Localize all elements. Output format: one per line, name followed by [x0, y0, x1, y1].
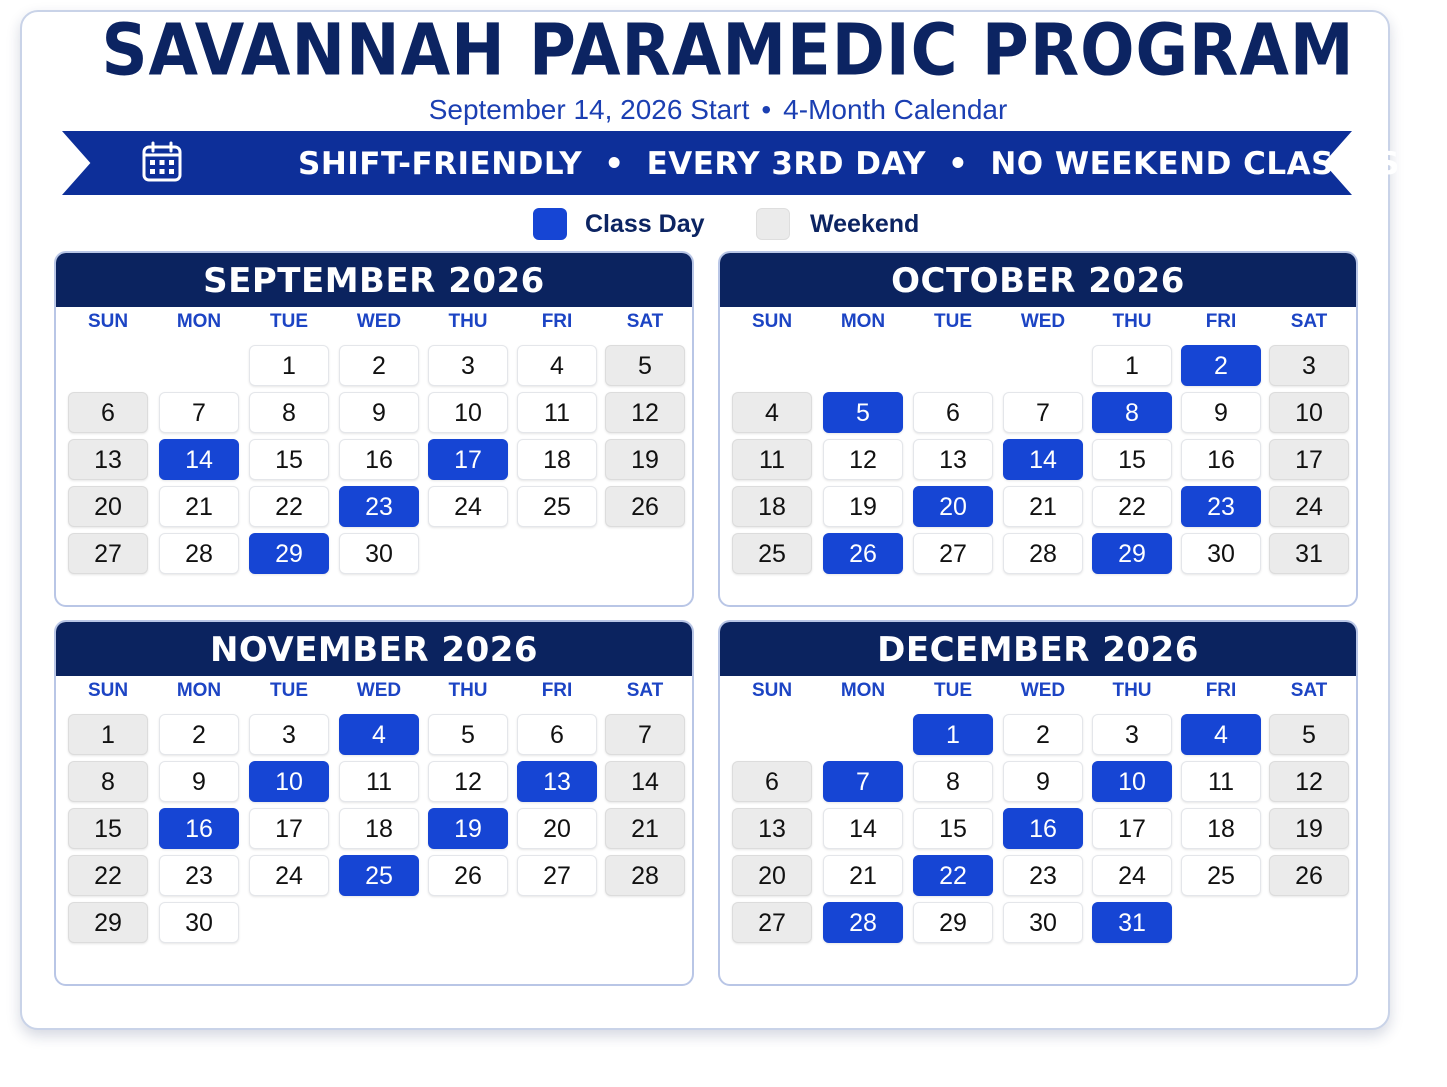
class-day-cell: 26	[823, 533, 903, 574]
day-cell: 15	[1092, 439, 1172, 480]
weekday-label-wed: WED	[356, 311, 402, 332]
weekday-label-tue: TUE	[934, 680, 972, 701]
day-cell: 23	[159, 855, 239, 896]
day-cell: 3	[1269, 345, 1349, 386]
day-cell: 6	[517, 714, 597, 755]
ribbon-separator: •	[604, 146, 625, 182]
class-day-cell: 10	[249, 761, 329, 802]
legend-swatch-class-day	[533, 208, 567, 240]
day-cell: 9	[339, 392, 419, 433]
day-cell: 8	[249, 392, 329, 433]
calendar-icon	[140, 140, 184, 184]
ribbon-separator: •	[948, 146, 969, 182]
day-cell: 12	[823, 439, 903, 480]
legend-label-class-day: Class Day	[585, 209, 705, 238]
day-cell: 6	[68, 392, 148, 433]
legend-label-weekend: Weekend	[810, 209, 920, 238]
weekday-label-mon: MON	[176, 311, 222, 332]
day-cell: 28	[159, 533, 239, 574]
subtitle-span: 4-Month Calendar	[783, 94, 1008, 125]
day-cell: 28	[605, 855, 685, 896]
class-day-cell: 13	[517, 761, 597, 802]
weekday-label-wed: WED	[356, 680, 402, 701]
day-cell: 20	[732, 855, 812, 896]
ribbon-text	[298, 146, 1400, 182]
day-cell: 9	[159, 761, 239, 802]
day-cell: 25	[732, 533, 812, 574]
day-cell: 13	[732, 808, 812, 849]
month-october	[718, 251, 1358, 607]
weekday-label-sun: SUN	[751, 311, 793, 332]
subtitle-separator: •	[761, 94, 772, 125]
day-cell: 8	[68, 761, 148, 802]
day-cell: 17	[249, 808, 329, 849]
weekday-label-sat: SAT	[626, 680, 664, 701]
day-cell: 5	[428, 714, 508, 755]
day-cell: 4	[517, 345, 597, 386]
ribbon-item-no-weekend: NO WEEKEND CLASSES	[990, 146, 1400, 182]
day-cell: 2	[1003, 714, 1083, 755]
day-cell: 19	[605, 439, 685, 480]
class-day-cell: 8	[1092, 392, 1172, 433]
day-cell: 12	[1269, 761, 1349, 802]
day-cell: 24	[1092, 855, 1172, 896]
month-title: NOVEMBER 2026	[56, 622, 692, 676]
day-cell: 17	[1269, 439, 1349, 480]
legend-swatch-weekend	[756, 208, 790, 240]
month-september	[54, 251, 694, 607]
class-day-cell: 2	[1181, 345, 1261, 386]
day-cell: 13	[68, 439, 148, 480]
day-cell: 21	[1003, 486, 1083, 527]
class-day-cell: 1	[913, 714, 993, 755]
day-cell: 11	[1181, 761, 1261, 802]
day-cell: 10	[428, 392, 508, 433]
class-day-cell: 4	[339, 714, 419, 755]
weekday-label-sat: SAT	[1290, 311, 1328, 332]
day-cell: 14	[605, 761, 685, 802]
day-cell: 15	[68, 808, 148, 849]
day-cell: 7	[159, 392, 239, 433]
subtitle-start: September 14, 2026 Start	[428, 94, 750, 125]
class-day-cell: 17	[428, 439, 508, 480]
day-cell: 11	[732, 439, 812, 480]
day-cell: 19	[1269, 808, 1349, 849]
weekday-label-fri: FRI	[1205, 680, 1237, 701]
weekday-label-sat: SAT	[1290, 680, 1328, 701]
class-day-cell: 7	[823, 761, 903, 802]
legend-weekend	[756, 207, 919, 241]
weekday-label-wed: WED	[1020, 311, 1066, 332]
weekday-label-mon: MON	[840, 311, 886, 332]
day-cell: 9	[1181, 392, 1261, 433]
class-day-cell: 23	[339, 486, 419, 527]
day-cell: 30	[1003, 902, 1083, 943]
weekday-label-wed: WED	[1020, 680, 1066, 701]
weekday-label-mon: MON	[176, 680, 222, 701]
day-cell: 11	[339, 761, 419, 802]
day-cell: 3	[428, 345, 508, 386]
day-cell: 30	[339, 533, 419, 574]
weekday-label-fri: FRI	[541, 680, 573, 701]
day-cell: 9	[1003, 761, 1083, 802]
day-cell: 22	[68, 855, 148, 896]
weekday-label-mon: MON	[840, 680, 886, 701]
month-title: DECEMBER 2026	[720, 622, 1356, 676]
class-day-cell: 28	[823, 902, 903, 943]
day-cell: 16	[339, 439, 419, 480]
day-cell: 17	[1092, 808, 1172, 849]
day-cell: 27	[517, 855, 597, 896]
day-cell: 10	[1269, 392, 1349, 433]
page-subtitle	[0, 94, 1436, 126]
month-november	[54, 620, 694, 986]
day-cell: 26	[1269, 855, 1349, 896]
day-cell: 12	[428, 761, 508, 802]
day-cell: 5	[1269, 714, 1349, 755]
class-day-cell: 31	[1092, 902, 1172, 943]
day-cell: 27	[732, 902, 812, 943]
day-cell: 29	[68, 902, 148, 943]
weekday-label-tue: TUE	[934, 311, 972, 332]
day-cell: 4	[732, 392, 812, 433]
day-cell: 19	[823, 486, 903, 527]
day-cell: 5	[605, 345, 685, 386]
class-day-cell: 14	[1003, 439, 1083, 480]
day-cell: 18	[1181, 808, 1261, 849]
day-cell: 25	[517, 486, 597, 527]
day-cell: 24	[249, 855, 329, 896]
ribbon-item-every-3rd-day: EVERY 3RD DAY	[646, 146, 927, 182]
day-cell: 1	[1092, 345, 1172, 386]
day-cell: 1	[68, 714, 148, 755]
day-cell: 2	[159, 714, 239, 755]
class-day-cell: 14	[159, 439, 239, 480]
day-cell: 24	[1269, 486, 1349, 527]
day-cell: 30	[1181, 533, 1261, 574]
class-day-cell: 25	[339, 855, 419, 896]
day-cell: 21	[605, 808, 685, 849]
day-cell: 11	[517, 392, 597, 433]
day-cell: 22	[249, 486, 329, 527]
class-day-cell: 22	[913, 855, 993, 896]
day-cell: 7	[1003, 392, 1083, 433]
weekday-label-sun: SUN	[87, 311, 129, 332]
weekday-label-thu: THU	[1112, 680, 1152, 701]
weekday-header-row	[56, 680, 692, 708]
day-cell: 6	[913, 392, 993, 433]
weekday-label-tue: TUE	[270, 311, 308, 332]
day-cell: 26	[428, 855, 508, 896]
weekday-label-thu: THU	[1112, 311, 1152, 332]
day-cell: 21	[159, 486, 239, 527]
day-cell: 25	[1181, 855, 1261, 896]
day-cell: 23	[1003, 855, 1083, 896]
weekday-label-sun: SUN	[751, 680, 793, 701]
day-cell: 22	[1092, 486, 1172, 527]
day-cell: 30	[159, 902, 239, 943]
ribbon-item-shift-friendly: SHIFT-FRIENDLY	[298, 146, 583, 182]
day-cell: 21	[823, 855, 903, 896]
day-cell: 31	[1269, 533, 1349, 574]
day-cell: 15	[249, 439, 329, 480]
weekday-label-thu: THU	[448, 311, 488, 332]
day-cell: 24	[428, 486, 508, 527]
class-day-cell: 5	[823, 392, 903, 433]
day-cell: 2	[339, 345, 419, 386]
class-day-cell: 23	[1181, 486, 1261, 527]
day-cell: 27	[68, 533, 148, 574]
day-cell: 18	[339, 808, 419, 849]
month-december	[718, 620, 1358, 986]
class-day-cell: 10	[1092, 761, 1172, 802]
class-day-cell: 19	[428, 808, 508, 849]
weekday-label-fri: FRI	[1205, 311, 1237, 332]
day-cell: 3	[249, 714, 329, 755]
weekday-label-tue: TUE	[270, 680, 308, 701]
day-cell: 16	[1181, 439, 1261, 480]
class-day-cell: 29	[249, 533, 329, 574]
class-day-cell: 16	[159, 808, 239, 849]
day-cell: 15	[913, 808, 993, 849]
day-cell: 27	[913, 533, 993, 574]
weekday-header-row	[720, 680, 1356, 708]
day-cell: 13	[913, 439, 993, 480]
class-day-cell: 16	[1003, 808, 1083, 849]
page-title: SAVANNAH PARAMEDIC PROGRAM	[101, 9, 1355, 93]
day-cell: 26	[605, 486, 685, 527]
day-cell: 1	[249, 345, 329, 386]
legend-class-day	[533, 207, 705, 241]
class-day-cell: 20	[913, 486, 993, 527]
day-cell: 6	[732, 761, 812, 802]
class-day-cell: 4	[1181, 714, 1261, 755]
weekday-header-row	[56, 311, 692, 339]
day-cell: 18	[517, 439, 597, 480]
day-cell: 8	[913, 761, 993, 802]
day-cell: 20	[517, 808, 597, 849]
month-title: OCTOBER 2026	[720, 253, 1356, 307]
weekday-label-thu: THU	[448, 680, 488, 701]
day-cell: 20	[68, 486, 148, 527]
day-cell: 14	[823, 808, 903, 849]
month-title: SEPTEMBER 2026	[56, 253, 692, 307]
day-cell: 28	[1003, 533, 1083, 574]
day-cell: 3	[1092, 714, 1172, 755]
day-cell: 29	[913, 902, 993, 943]
weekday-label-fri: FRI	[541, 311, 573, 332]
day-cell: 7	[605, 714, 685, 755]
class-day-cell: 29	[1092, 533, 1172, 574]
weekday-label-sun: SUN	[87, 680, 129, 701]
weekday-header-row	[720, 311, 1356, 339]
weekday-label-sat: SAT	[626, 311, 664, 332]
day-cell: 12	[605, 392, 685, 433]
day-cell: 18	[732, 486, 812, 527]
